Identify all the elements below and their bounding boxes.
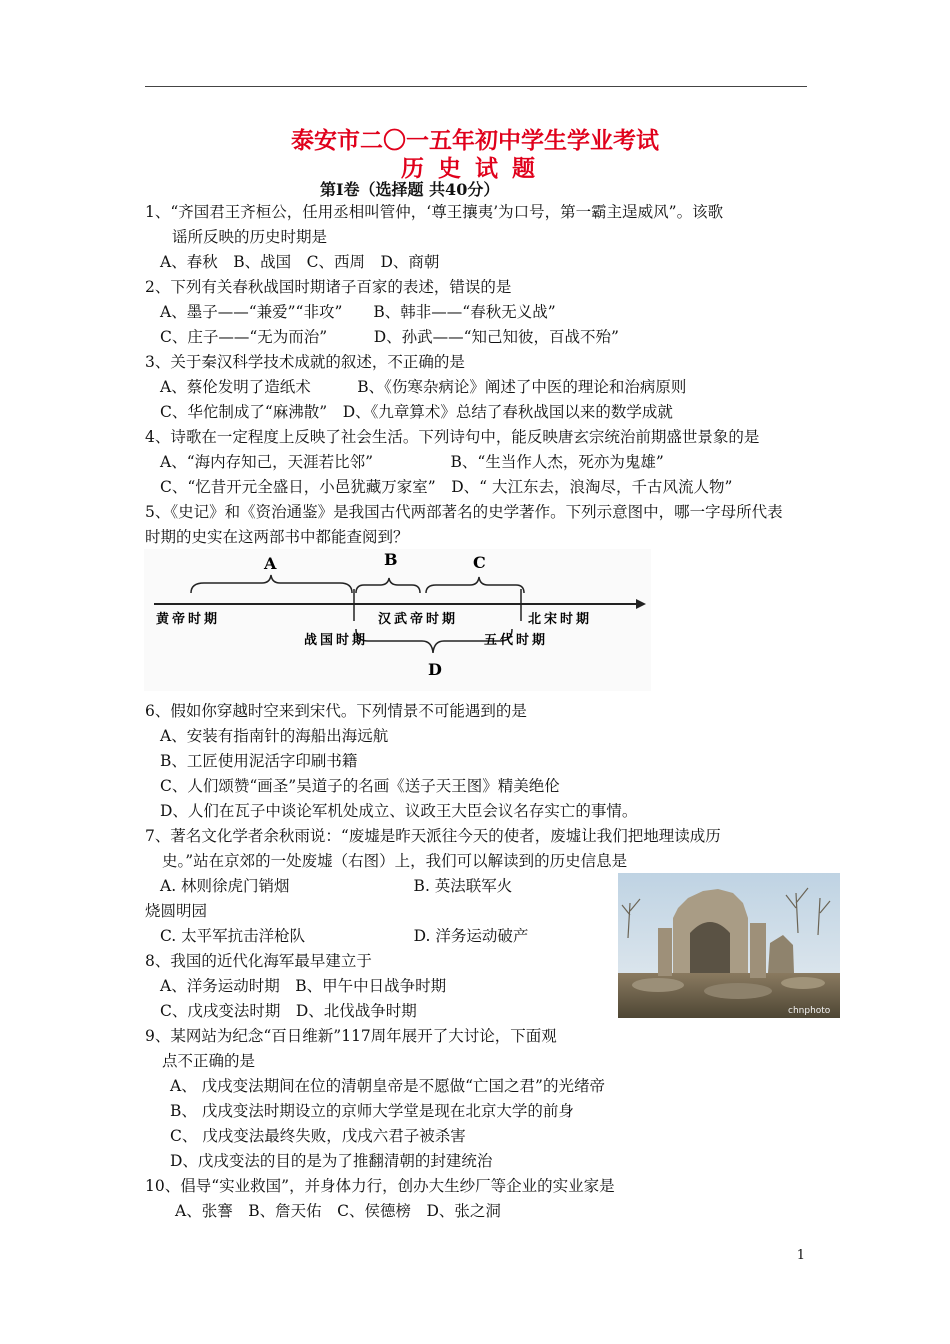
question-line: 2、下列有关春秋战国时期诸子百家的表述，错误的是 xyxy=(145,278,512,296)
ruins-photo xyxy=(618,873,840,1018)
brace-b xyxy=(356,578,420,593)
exam-title: 泰安市二〇一五年初中学生学业考试 xyxy=(291,127,659,154)
question-line: C、庄子——“无为而治” D、孙武——“知己知彼，百战不殆” xyxy=(160,328,619,346)
timeline-svg xyxy=(144,549,651,691)
photo-watermark: chnphoto xyxy=(788,1006,831,1016)
question-line: 4、诗歌在一定程度上反映了社会生活。下列诗句中，能反映唐玄宗统治前期盛世景象的是 xyxy=(145,428,760,446)
timeline-diagram xyxy=(144,549,651,691)
question-line: 7、著名文化学者余秋雨说：“废墟是昨天派往今天的使者，废墟让我们把地理读成历 xyxy=(145,827,721,845)
question-line: A、墨子——“兼爱”“非攻” B、韩非——“春秋无义战” xyxy=(160,303,556,321)
question-line: B、 戊戌变法时期设立的京师大学堂是现在北京大学的前身 xyxy=(170,1102,574,1120)
question-line: A、 戊戌变法期间在位的清朝皇帝是不愿做“亡国之君”的光绪帝 xyxy=(170,1077,605,1095)
letter-a: A xyxy=(264,554,277,573)
letter-d: D xyxy=(428,660,442,679)
question-line: 9、某网站为纪念“百日维新”117周年展开了大讨论，下面观 xyxy=(145,1027,557,1045)
question-line: 5、《史记》和《资治通鉴》是我国古代两部著名的史学著作。下列示意图中，哪一字母所代表 xyxy=(145,503,783,521)
question-line: C、 戊戌变法最终失败，戊戌六君子被杀害 xyxy=(170,1127,466,1145)
label-hanwudi: 汉武帝时期 xyxy=(378,612,459,627)
question-line: D、戊戌变法的目的是为了推翻清朝的封建统治 xyxy=(170,1152,493,1170)
question-line: D、人们在瓦子中谈论军机处成立、议政王大臣会议名存实亡的事情。 xyxy=(160,802,638,820)
question-line: C、“忆昔开元全盛日，小邑犹藏万家室” D、“ 大江东去，浪淘尽，千古风流人物” xyxy=(160,478,733,496)
question-line: A、春秋 B、战国 C、西周 D、商朝 xyxy=(160,253,440,271)
question-line: 10、倡导“实业救国”，并身体力行，创办大生纱厂等企业的实业家是 xyxy=(145,1177,615,1195)
question-line: A、蔡伦发明了造纸术 B、《伤寒杂病论》阐述了中医的理论和治病原则 xyxy=(160,378,687,396)
question-line: 谣所反映的历史时期是 xyxy=(172,228,328,246)
exam-subtitle: 历史试题 xyxy=(401,155,549,182)
question-line: C、戊戌变法时期 D、北伐战争时期 xyxy=(160,1002,417,1020)
letter-c: C xyxy=(473,553,486,572)
question-line: C. 太平军抗击洋枪队 D. 洋务运动破产 xyxy=(160,927,529,945)
brace-a xyxy=(191,575,352,593)
question-line: A. 林则徐虎门销烟 B. 英法联军火 xyxy=(160,877,513,895)
label-zhanguo: 战国时期 xyxy=(304,633,369,648)
question-line: A、洋务运动时期 B、甲午中日战争时期 xyxy=(160,977,447,995)
brace-c xyxy=(426,577,524,593)
question-line: B、工匠使用泥活字印刷书籍 xyxy=(160,752,358,770)
question-line: 6、假如你穿越时空来到宋代。下列情景不可能遇到的是 xyxy=(145,702,527,720)
question-line: A、张謇 B、詹天佑 C、侯德榜 D、张之洞 xyxy=(175,1202,501,1220)
label-beisong: 北宋时期 xyxy=(528,612,593,627)
header-rule xyxy=(145,86,807,87)
label-wudai: 五代时期 xyxy=(484,633,549,648)
letter-b: B xyxy=(384,550,398,569)
label-huangdi: 黄帝时期 xyxy=(156,612,221,627)
question-line: 时期的史实在这两部书中都能查阅到？ xyxy=(145,528,409,546)
question-line: C、人们颂赞“画圣”吴道子的名画《送子天王图》精美绝伦 xyxy=(160,777,560,795)
page-number: 1 xyxy=(796,1248,805,1263)
question-line: 史。”站在京郊的一处废墟（右图）上，我们可以解读到的历史信息是 xyxy=(162,852,628,870)
question-line: C、华佗制成了“麻沸散” D、《九章算术》总结了春秋战国以来的数学成就 xyxy=(160,403,673,421)
ruins-illustration xyxy=(618,873,840,1018)
question-line: 8、我国的近代化海军最早建立于 xyxy=(145,952,372,970)
timeline-arrow xyxy=(636,599,646,609)
question-line: 烧圆明园 xyxy=(145,902,208,920)
question-line: 点不正确的是 xyxy=(162,1052,256,1070)
section-heading: 第Ⅰ卷（选择题 共40分） xyxy=(320,180,500,199)
question-line: 3、关于秦汉科学技术成就的叙述，不正确的是 xyxy=(145,353,465,371)
question-line: A、“海内存知己，天涯若比邻” B、“生当作人杰，死亦为鬼雄” xyxy=(160,453,664,471)
question-line: 1、“齐国君王齐桓公，任用丞相叫管仲，‘尊王攘夷’为口号，第一霸主逞威风”。该歌 xyxy=(145,203,724,221)
question-line: A、安装有指南针的海船出海远航 xyxy=(160,727,389,745)
